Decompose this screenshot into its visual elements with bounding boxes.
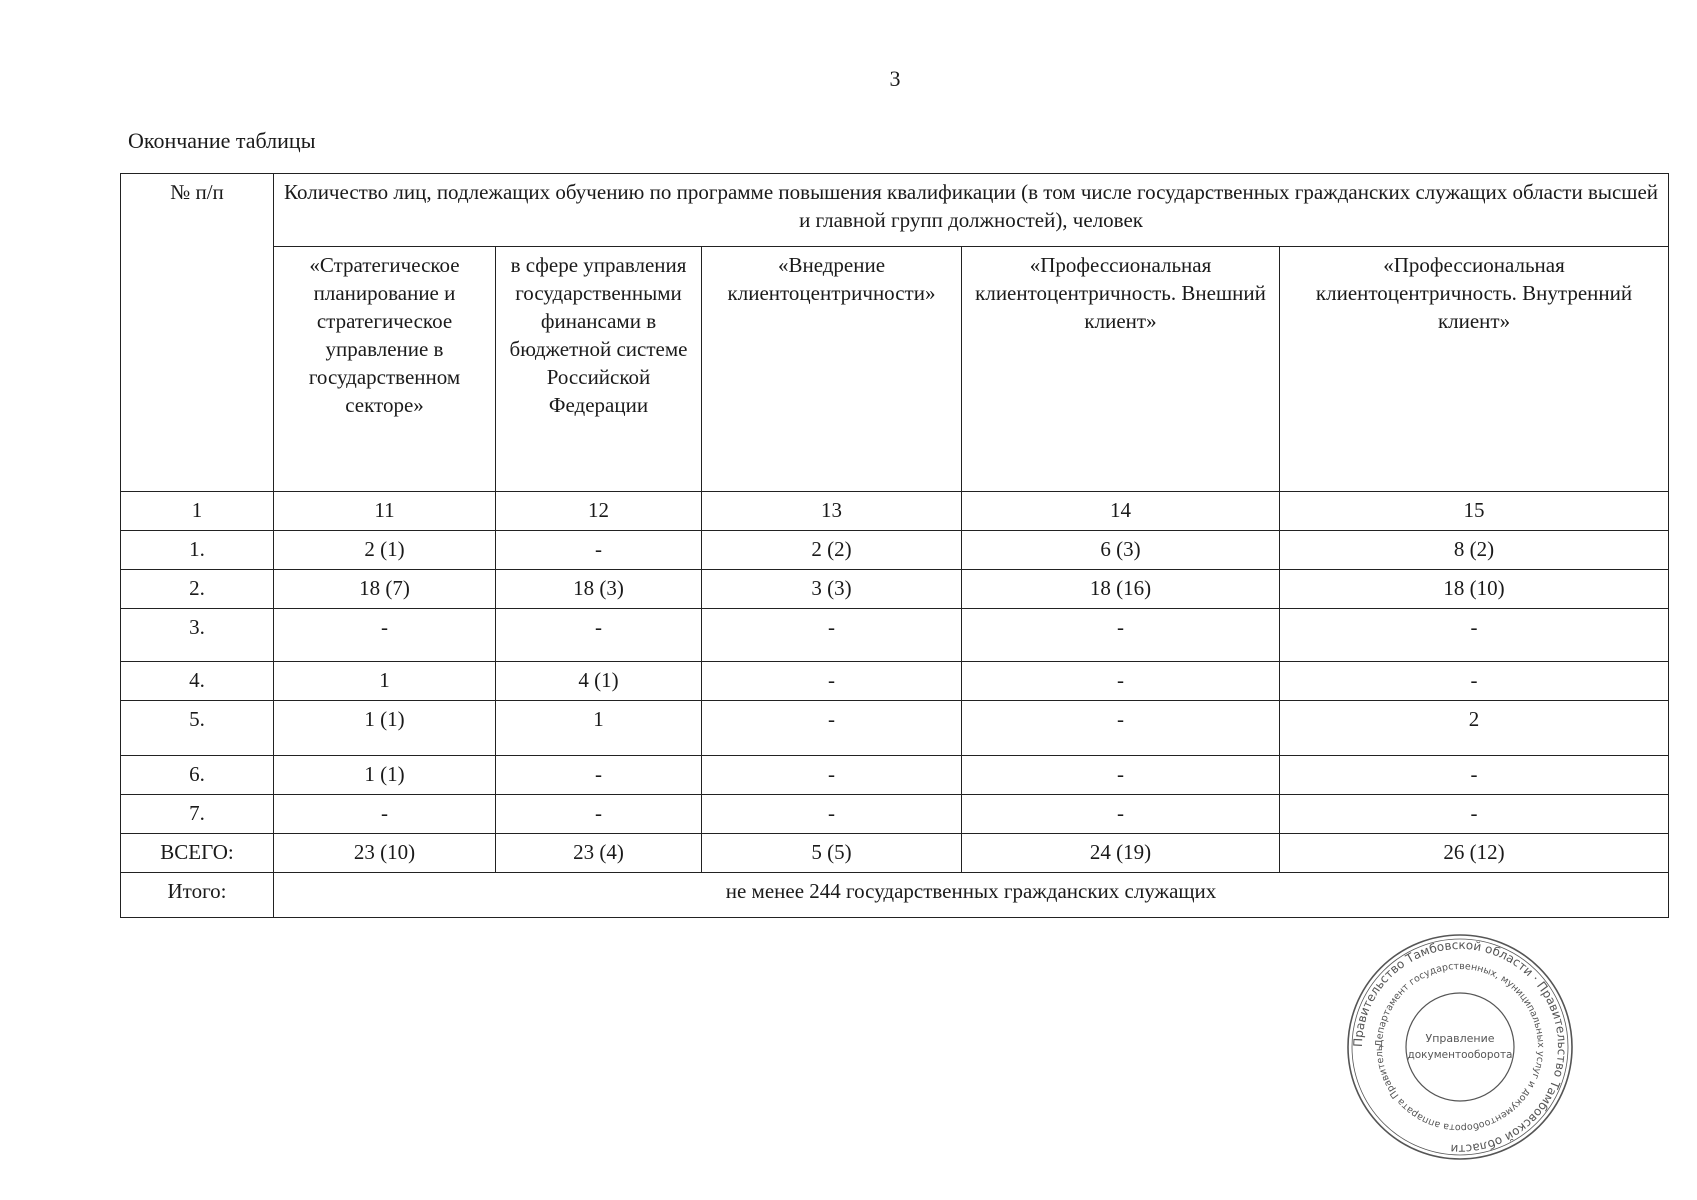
row-num: 1. — [121, 531, 274, 570]
table-cell: 18 (10) — [1280, 570, 1669, 609]
table-row — [121, 531, 1669, 570]
total-row — [121, 834, 1669, 873]
table-cell: 1 — [496, 701, 702, 756]
table-cell: 18 (16) — [962, 570, 1280, 609]
table-row — [121, 570, 1669, 609]
row-num: 5. — [121, 701, 274, 756]
table-cell: - — [274, 795, 496, 834]
table-cell: 18 (7) — [274, 570, 496, 609]
table-cell: - — [1280, 609, 1669, 662]
table-cell: 1 (1) — [274, 701, 496, 756]
table-cell: 6 (3) — [962, 531, 1280, 570]
table-cell: - — [702, 662, 962, 701]
row-num: 4. — [121, 662, 274, 701]
table-cell: 1 (1) — [274, 756, 496, 795]
table-cell: 2 (2) — [702, 531, 962, 570]
table-row — [121, 609, 1669, 662]
row-num: 7. — [121, 795, 274, 834]
table-cell: - — [962, 756, 1280, 795]
table-cell: - — [962, 795, 1280, 834]
table-cell: - — [962, 609, 1280, 662]
row-num: 6. — [121, 756, 274, 795]
itogo-row — [121, 873, 1669, 918]
page-number: 3 — [889, 66, 901, 91]
total-cell: 23 (10) — [274, 834, 496, 873]
table-row — [121, 701, 1669, 756]
stamp-seal — [1345, 932, 1575, 1162]
header-group: Количество лиц, подлежащих обучению по программе повышения квалификации (в том числе государственных гражданских служащих области высшей и главной групп должностей), человек — [274, 174, 1669, 247]
table-cell: - — [274, 609, 496, 662]
table-cell: - — [702, 609, 962, 662]
table-cell: 8 (2) — [1280, 531, 1669, 570]
table-cell: - — [702, 756, 962, 795]
table-row — [121, 662, 1669, 701]
table-cell: - — [496, 795, 702, 834]
total-cell: 24 (19) — [962, 834, 1280, 873]
total-cell: 5 (5) — [702, 834, 962, 873]
table-cell: - — [702, 701, 962, 756]
header-col-13: «Внедрение клиентоцентричности» — [702, 247, 962, 492]
training-table — [120, 173, 1669, 918]
table-cell: - — [496, 531, 702, 570]
header-col-15: «Профессиональная клиентоцентричность. Внутренний клиент» — [1280, 247, 1669, 492]
row-num: 2. — [121, 570, 274, 609]
col-number: 1 — [121, 492, 274, 531]
col-number: 13 — [702, 492, 962, 531]
stamp-center-line1: Управление — [1425, 1032, 1495, 1045]
table-cell: - — [496, 756, 702, 795]
col-number: 15 — [1280, 492, 1669, 531]
col-number: 12 — [496, 492, 702, 531]
itogo-label: Итого: — [121, 873, 274, 918]
header-num: № п/п — [121, 174, 274, 492]
table-cell: 2 (1) — [274, 531, 496, 570]
table-cell: 1 — [274, 662, 496, 701]
header-col-14: «Профессиональная клиентоцентричность. Внешний клиент» — [962, 247, 1280, 492]
stamp-center-line2: документооборота — [1407, 1049, 1513, 1061]
table-cell: - — [1280, 795, 1669, 834]
table-caption: Окончание таблицы — [128, 128, 316, 153]
stamp-inner-text: Департамент государственных, муниципальных услуг и документооборота аппарата Правитель — [1373, 960, 1547, 1134]
column-numbers-row — [121, 492, 1669, 531]
table-cell: - — [1280, 756, 1669, 795]
col-number: 14 — [962, 492, 1280, 531]
stamp-outer-text: Правительство Тамбовской области · Правительство Тамбовской области — [1350, 937, 1570, 1157]
table-cell: 4 (1) — [496, 662, 702, 701]
col-number: 11 — [274, 492, 496, 531]
total-label: ВСЕГО: — [121, 834, 274, 873]
table-cell: 2 — [1280, 701, 1669, 756]
official-stamp — [1345, 932, 1575, 1162]
total-cell: 26 (12) — [1280, 834, 1669, 873]
header-col-11: «Стратегическое планирование и стратегическое управление в государственном секторе» — [274, 247, 496, 492]
table-cell: - — [962, 701, 1280, 756]
itogo-text: не менее 244 государственных гражданских служащих — [274, 873, 1669, 918]
table-cell: 18 (3) — [496, 570, 702, 609]
table-cell: - — [962, 662, 1280, 701]
table-row — [121, 795, 1669, 834]
header-col-12: в сфере управления государственными финансами в бюджетной системе Российской Федерации — [496, 247, 702, 492]
table-cell: 3 (3) — [702, 570, 962, 609]
table-cell: - — [1280, 662, 1669, 701]
table-row — [121, 756, 1669, 795]
total-cell: 23 (4) — [496, 834, 702, 873]
table-cell: - — [702, 795, 962, 834]
table-cell: - — [496, 609, 702, 662]
row-num: 3. — [121, 609, 274, 662]
